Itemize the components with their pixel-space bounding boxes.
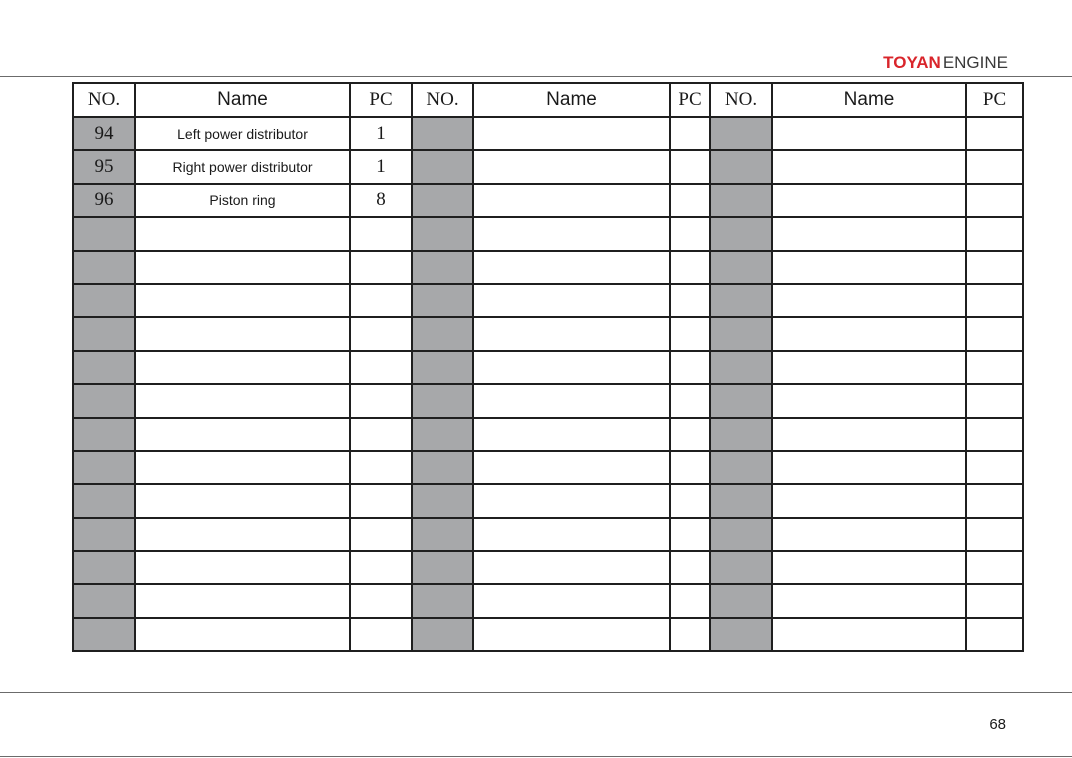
cell-no: 95 <box>73 150 135 183</box>
cell-no <box>73 284 135 317</box>
column-header-name: Name <box>473 83 670 117</box>
cell-name <box>473 284 670 317</box>
cell-no <box>412 251 473 284</box>
cell-no <box>412 150 473 183</box>
page-number: 68 <box>989 716 1006 733</box>
cell-pc <box>966 584 1023 617</box>
cell-no: 96 <box>73 184 135 217</box>
cell-pc <box>670 451 710 484</box>
column-header-pc: PC <box>350 83 412 117</box>
cell-pc <box>670 418 710 451</box>
table-row <box>73 351 1023 384</box>
cell-no <box>710 518 772 551</box>
table-row <box>73 217 1023 250</box>
cell-no <box>73 518 135 551</box>
cell-name <box>473 217 670 250</box>
cell-name <box>135 451 350 484</box>
cell-name <box>772 451 966 484</box>
cell-name <box>772 217 966 250</box>
column-header-name: Name <box>135 83 350 117</box>
cell-no <box>412 451 473 484</box>
cell-no <box>73 484 135 517</box>
cell-name <box>135 384 350 417</box>
column-header-no: NO. <box>710 83 772 117</box>
cell-name <box>772 351 966 384</box>
cell-no <box>710 351 772 384</box>
table-row <box>73 317 1023 350</box>
table-row <box>73 117 1023 150</box>
table-row <box>73 518 1023 551</box>
table-row <box>73 184 1023 217</box>
cell-name <box>135 584 350 617</box>
table-body <box>73 117 1023 651</box>
cell-name <box>473 551 670 584</box>
table-row <box>73 551 1023 584</box>
cell-name <box>473 418 670 451</box>
cell-name <box>135 351 350 384</box>
cell-name <box>473 117 670 150</box>
cell-no <box>710 618 772 651</box>
cell-pc <box>670 284 710 317</box>
cell-pc <box>670 384 710 417</box>
cell-name <box>473 618 670 651</box>
cell-no <box>412 317 473 350</box>
cell-name <box>772 251 966 284</box>
cell-name <box>473 584 670 617</box>
cell-pc <box>966 317 1023 350</box>
cell-no <box>412 284 473 317</box>
table-row <box>73 284 1023 317</box>
cell-name <box>473 451 670 484</box>
cell-name <box>772 618 966 651</box>
cell-pc <box>966 551 1023 584</box>
column-header-pc: PC <box>670 83 710 117</box>
cell-pc: 1 <box>350 117 412 150</box>
cell-no <box>710 117 772 150</box>
cell-no <box>73 384 135 417</box>
cell-no <box>710 284 772 317</box>
cell-no <box>710 184 772 217</box>
cell-name <box>473 351 670 384</box>
cell-name <box>135 551 350 584</box>
cell-name <box>772 384 966 417</box>
cell-name <box>772 484 966 517</box>
cell-pc <box>670 618 710 651</box>
cell-name <box>135 618 350 651</box>
cell-pc <box>966 251 1023 284</box>
table-row <box>73 150 1023 183</box>
bottom-divider <box>0 756 1072 757</box>
column-header-name: Name <box>772 83 966 117</box>
table-row <box>73 251 1023 284</box>
cell-no <box>73 217 135 250</box>
cell-no <box>710 217 772 250</box>
cell-pc <box>670 217 710 250</box>
cell-name <box>473 317 670 350</box>
cell-name <box>772 551 966 584</box>
table-row <box>73 584 1023 617</box>
cell-pc <box>350 484 412 517</box>
table-header-row <box>73 83 1023 117</box>
cell-no <box>412 618 473 651</box>
cell-pc <box>350 217 412 250</box>
cell-pc <box>670 251 710 284</box>
cell-no: 94 <box>73 117 135 150</box>
cell-pc <box>670 484 710 517</box>
cell-no <box>412 217 473 250</box>
cell-name <box>473 251 670 284</box>
cell-pc <box>966 484 1023 517</box>
column-header-no: NO. <box>73 83 135 117</box>
cell-pc <box>350 518 412 551</box>
column-header-no: NO. <box>412 83 473 117</box>
cell-pc <box>350 384 412 417</box>
cell-no <box>412 551 473 584</box>
cell-no <box>73 618 135 651</box>
table-row <box>73 418 1023 451</box>
cell-name <box>473 484 670 517</box>
cell-pc: 8 <box>350 184 412 217</box>
cell-pc <box>966 217 1023 250</box>
cell-name <box>135 484 350 517</box>
cell-pc <box>670 551 710 584</box>
cell-name <box>772 317 966 350</box>
cell-no <box>710 551 772 584</box>
cell-pc <box>670 150 710 183</box>
cell-no <box>710 251 772 284</box>
cell-pc <box>350 317 412 350</box>
cell-no <box>73 451 135 484</box>
cell-pc <box>966 284 1023 317</box>
cell-pc <box>966 184 1023 217</box>
cell-name <box>772 117 966 150</box>
header-divider <box>0 76 1072 77</box>
cell-pc <box>670 117 710 150</box>
cell-no <box>412 384 473 417</box>
cell-pc <box>350 584 412 617</box>
cell-name <box>135 217 350 250</box>
cell-no <box>710 150 772 183</box>
cell-name <box>772 184 966 217</box>
cell-no <box>412 351 473 384</box>
cell-no <box>73 251 135 284</box>
cell-no <box>73 584 135 617</box>
cell-name <box>473 184 670 217</box>
cell-no <box>412 117 473 150</box>
cell-pc <box>966 351 1023 384</box>
cell-name <box>772 584 966 617</box>
footer-divider <box>0 692 1072 693</box>
cell-name <box>473 384 670 417</box>
cell-no <box>710 484 772 517</box>
cell-pc <box>670 584 710 617</box>
table-row <box>73 384 1023 417</box>
cell-pc <box>350 351 412 384</box>
cell-no <box>710 584 772 617</box>
cell-pc <box>966 418 1023 451</box>
cell-no <box>412 184 473 217</box>
cell-name <box>772 150 966 183</box>
cell-pc <box>966 117 1023 150</box>
cell-pc <box>350 418 412 451</box>
cell-pc <box>966 518 1023 551</box>
cell-no <box>412 418 473 451</box>
table-row <box>73 484 1023 517</box>
cell-name <box>135 251 350 284</box>
cell-name: Right power distributor <box>135 150 350 183</box>
cell-name: Piston ring <box>135 184 350 217</box>
cell-pc <box>670 184 710 217</box>
cell-no <box>710 384 772 417</box>
brand-name-secondary: ENGINE <box>942 53 1008 72</box>
cell-name <box>772 418 966 451</box>
cell-pc: 1 <box>350 150 412 183</box>
brand-name-primary: TOYAN <box>883 53 941 72</box>
cell-no <box>73 418 135 451</box>
cell-pc <box>350 284 412 317</box>
cell-pc <box>350 251 412 284</box>
cell-pc <box>350 451 412 484</box>
cell-no <box>412 518 473 551</box>
cell-name <box>135 284 350 317</box>
cell-no <box>412 484 473 517</box>
cell-pc <box>966 384 1023 417</box>
cell-name: Left power distributor <box>135 117 350 150</box>
cell-name <box>473 150 670 183</box>
cell-name <box>473 518 670 551</box>
cell-no <box>710 317 772 350</box>
cell-name <box>135 518 350 551</box>
cell-pc <box>966 150 1023 183</box>
cell-pc <box>670 317 710 350</box>
cell-pc <box>350 618 412 651</box>
cell-pc <box>966 618 1023 651</box>
cell-pc <box>670 518 710 551</box>
cell-no <box>710 418 772 451</box>
cell-pc <box>966 451 1023 484</box>
parts-list-table <box>72 82 1024 652</box>
cell-no <box>412 584 473 617</box>
cell-name <box>772 518 966 551</box>
cell-pc <box>670 351 710 384</box>
cell-name <box>772 284 966 317</box>
column-header-pc: PC <box>966 83 1023 117</box>
table-row <box>73 451 1023 484</box>
brand-logo <box>883 53 1008 73</box>
cell-no <box>73 317 135 350</box>
cell-name <box>135 317 350 350</box>
cell-name <box>135 418 350 451</box>
cell-no <box>710 451 772 484</box>
table-row <box>73 618 1023 651</box>
cell-no <box>73 351 135 384</box>
cell-no <box>73 551 135 584</box>
cell-pc <box>350 551 412 584</box>
